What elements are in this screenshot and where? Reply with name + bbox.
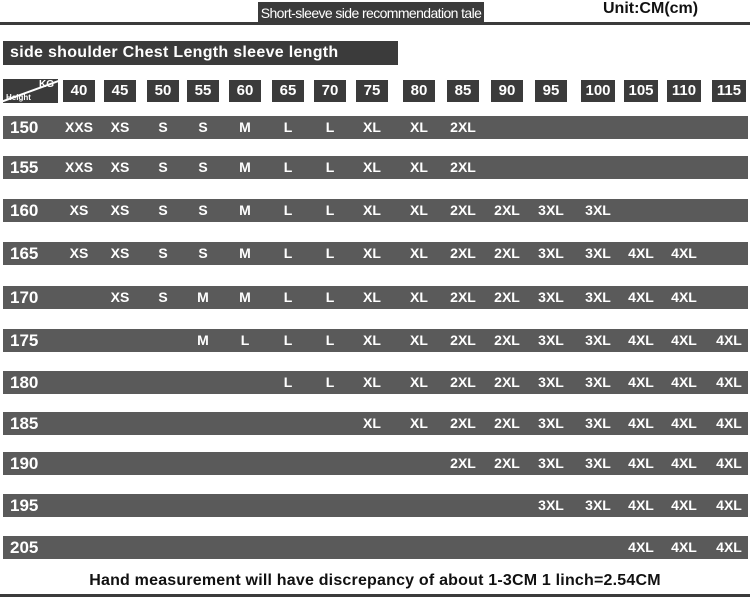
size-cell: 2XL [494,374,520,390]
size-cell: XS [110,159,130,175]
size-cell: 3XL [585,497,611,513]
size-cell: 4XL [716,497,742,513]
size-cell: L [325,374,335,390]
row-height-label: 155 [10,158,39,177]
size-cell: L [283,245,293,261]
size-cell: 2XL [494,415,520,431]
size-cell: XL [410,374,428,390]
corner-header [3,79,58,103]
size-cell: XL [363,415,381,431]
weight-header-cell: 95 [535,80,567,102]
size-cell: L [283,159,293,175]
size-cell: L [283,332,293,348]
size-cell: 4XL [671,245,697,261]
size-cell: S [158,159,168,175]
size-cell: XL [363,119,381,135]
size-cell: 3XL [585,455,611,471]
size-cell: 4XL [716,332,742,348]
size-cell: 4XL [716,539,742,555]
size-cell: XL [410,159,428,175]
weight-header-cell: 60 [229,80,261,102]
weight-header-cell: 55 [187,80,219,102]
size-cell: 4XL [628,374,654,390]
row-height-label: 205 [10,538,39,557]
corner-height-label: Height [6,93,31,102]
size-cell: 2XL [450,119,476,135]
row-height-label: 195 [10,496,39,515]
size-cell: L [283,202,293,218]
size-cell: L [325,202,335,218]
size-cell: 4XL [671,332,697,348]
size-cell: 4XL [671,539,697,555]
size-cell: 2XL [450,289,476,305]
size-cell: M [239,119,251,135]
size-cell: XL [410,415,428,431]
size-cell: 3XL [538,374,564,390]
size-cell: 2XL [494,202,520,218]
size-cell: XS [69,245,89,261]
weight-header-cell: 90 [491,80,523,102]
size-cell: S [198,159,208,175]
size-cell: S [158,119,168,135]
weight-header-cell: 70 [314,80,346,102]
size-cell: 4XL [628,289,654,305]
size-cell: 2XL [494,332,520,348]
size-cell: 2XL [450,455,476,471]
size-cell: XS [110,202,130,218]
size-cell: 3XL [538,455,564,471]
size-cell: XL [363,289,381,305]
size-cell: 4XL [628,497,654,513]
row-height-label: 175 [10,331,39,350]
size-cell: 3XL [585,415,611,431]
size-cell: 3XL [585,374,611,390]
size-cell: XL [410,289,428,305]
corner-kg-label: KG [39,79,54,90]
size-cell: 3XL [538,497,564,513]
size-cell: M [239,202,251,218]
unit-label: Unit:CM(cm) [603,0,699,17]
size-cell: 2XL [450,202,476,218]
weight-header-cell: 45 [104,80,136,102]
size-cell: 3XL [538,289,564,305]
size-cell: L [325,332,335,348]
size-cell: 3XL [585,289,611,305]
size-cell: 4XL [628,539,654,555]
size-cell: L [240,332,250,348]
size-cell: 2XL [450,332,476,348]
size-cell: S [198,245,208,261]
size-cell: 2XL [494,245,520,261]
weight-header-cell: 65 [272,80,304,102]
size-cell: 4XL [671,374,697,390]
measurements-label: side shoulder Chest Length sleeve length [3,41,398,65]
weight-header-cell: 110 [667,80,701,102]
size-cell: 4XL [628,332,654,348]
size-cell: M [239,245,251,261]
size-cell: L [325,245,335,261]
size-cell: 3XL [538,415,564,431]
size-cell: XL [363,374,381,390]
size-cell: L [325,119,335,135]
size-cell: XL [363,245,381,261]
size-cell: 4XL [628,245,654,261]
row-height-label: 150 [10,118,39,137]
size-cell: 2XL [494,455,520,471]
size-cell: 4XL [716,374,742,390]
size-cell: 3XL [585,245,611,261]
size-cell: L [283,374,293,390]
weight-header-cell: 40 [63,80,95,102]
size-cell: XL [410,202,428,218]
weight-header-cell: 105 [624,80,658,102]
size-cell: 3XL [538,245,564,261]
weight-header-cell: 80 [403,80,435,102]
size-cell: L [283,119,293,135]
row-height-label: 185 [10,414,39,433]
size-cell: L [283,289,293,305]
weight-header-cell: 100 [581,80,615,102]
size-cell: L [325,159,335,175]
size-cell: S [198,119,208,135]
size-cell: 4XL [716,415,742,431]
size-cell: XS [69,202,89,218]
size-cell: S [158,245,168,261]
row-height-label: 165 [10,244,39,263]
size-cell: 2XL [450,159,476,175]
weight-header-cell: 85 [447,80,479,102]
size-cell: XL [410,332,428,348]
size-cell: 4XL [671,415,697,431]
size-cell: 3XL [585,332,611,348]
size-cell: M [239,159,251,175]
size-cell: M [197,289,209,305]
row-height-label: 190 [10,454,39,473]
size-cell: XL [363,159,381,175]
weight-header-cell: 50 [147,80,179,102]
size-cell: XL [410,119,428,135]
size-cell: S [158,289,168,305]
size-cell: XL [410,245,428,261]
size-cell: XXS [64,119,93,135]
size-cell: XXS [64,159,93,175]
size-cell: XL [363,332,381,348]
size-cell: 3XL [585,202,611,218]
size-cell: 4XL [671,455,697,471]
size-cell: XS [110,289,130,305]
size-cell: 4XL [671,497,697,513]
size-cell: M [197,332,209,348]
size-cell: 2XL [494,289,520,305]
size-cell: 4XL [628,455,654,471]
weight-header-cell: 75 [356,80,388,102]
size-cell: 2XL [450,245,476,261]
size-cell: 2XL [450,415,476,431]
size-cell: 3XL [538,332,564,348]
size-cell: S [158,202,168,218]
row-height-label: 180 [10,373,39,392]
weight-header-cell: 115 [712,80,746,102]
size-cell: 4XL [671,289,697,305]
size-cell: S [198,202,208,218]
size-cell: L [325,289,335,305]
size-cell: 3XL [538,202,564,218]
footer-note: Hand measurement will have discrepancy of about 1-3CM 1 linch=2.54CM [89,572,661,589]
chart-title: Short-sleeve side recommendation tale [258,2,484,24]
row-height-label: 170 [10,288,39,307]
size-cell: 4XL [628,415,654,431]
size-cell: 2XL [450,374,476,390]
size-cell: M [239,289,251,305]
size-cell: XS [110,245,130,261]
size-cell: XS [110,119,130,135]
row-height-label: 160 [10,201,39,220]
size-cell: 4XL [716,455,742,471]
size-cell: XL [363,202,381,218]
